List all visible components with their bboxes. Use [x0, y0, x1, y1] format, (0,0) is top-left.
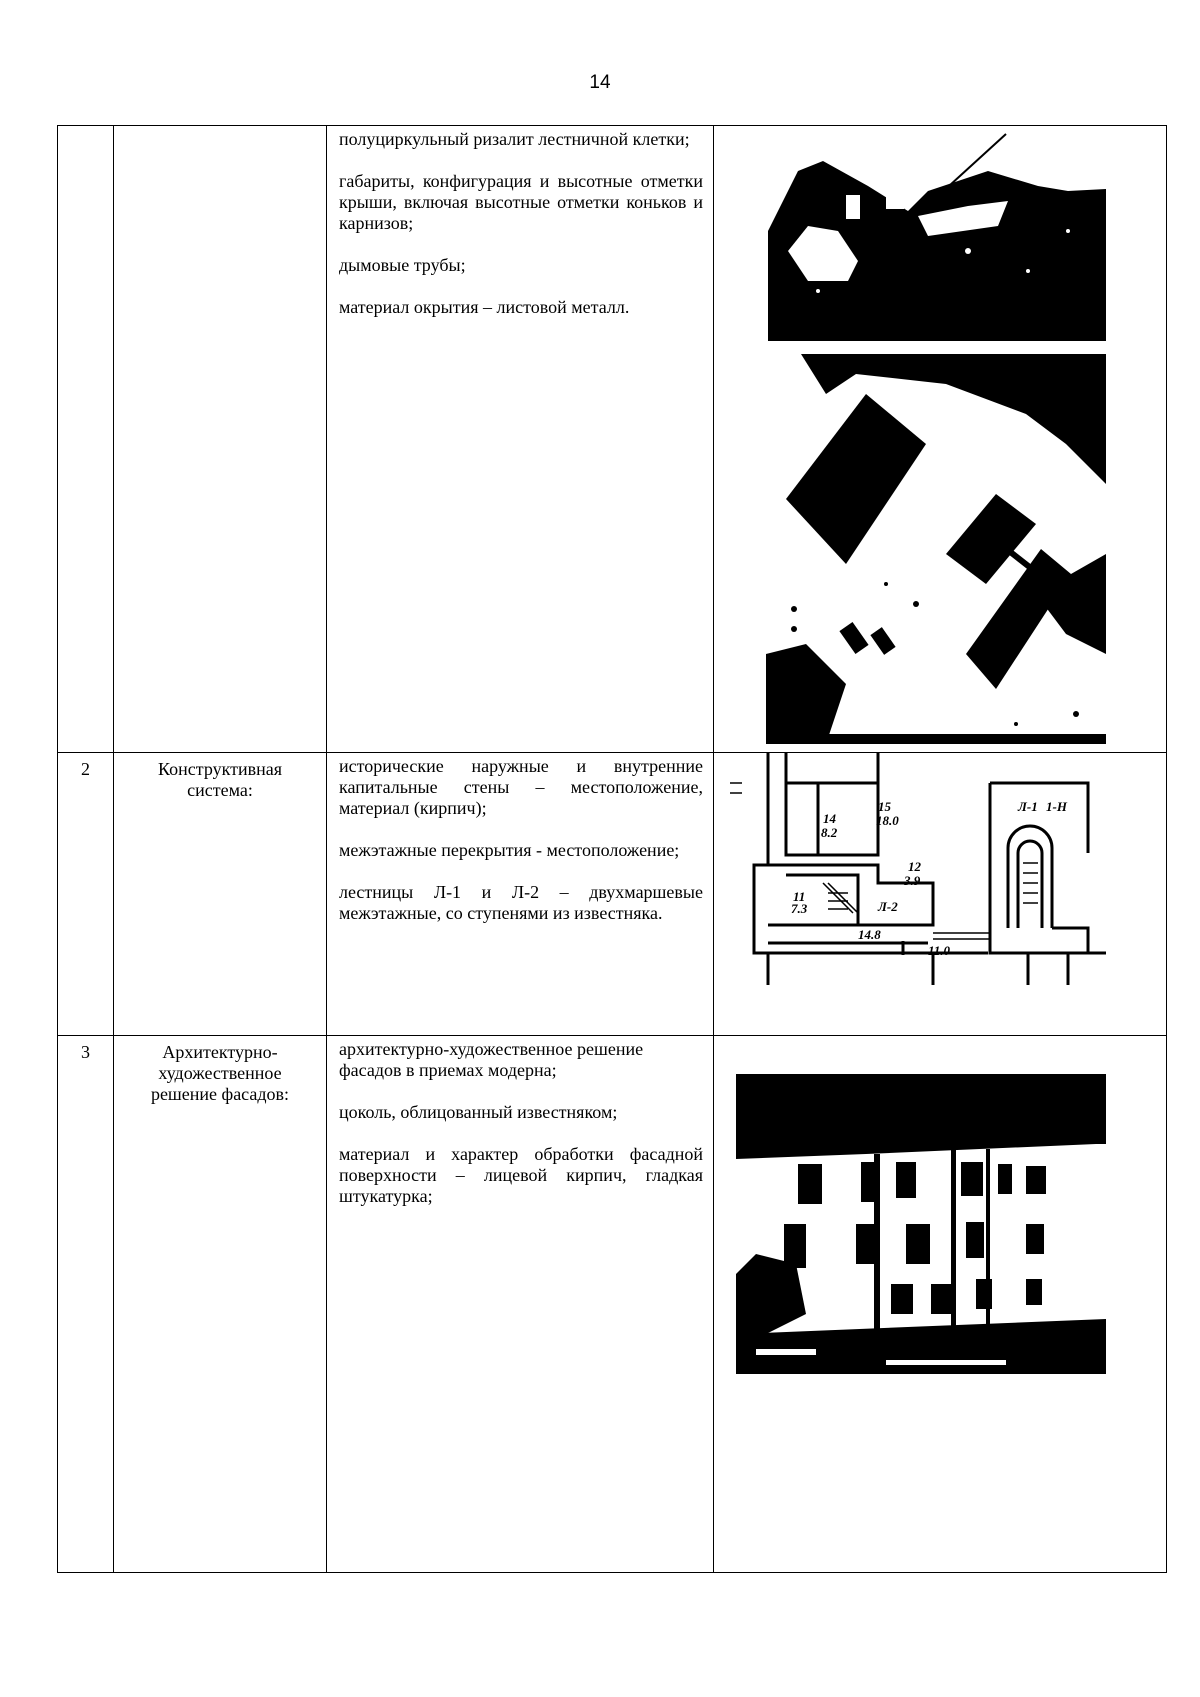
row-title: Конструктивная система: [114, 753, 327, 1036]
plan-label: 3.9 [904, 873, 921, 888]
table-row [58, 753, 1167, 1036]
row-images [714, 126, 1167, 753]
row-description [327, 1036, 714, 1573]
protected-features-table [57, 125, 1167, 1573]
plan-label: Л-2 [878, 899, 898, 914]
row-number: 2 [58, 753, 114, 1036]
description-paragraph: цоколь, облицованный известняком; [339, 1102, 618, 1122]
plan-label: 14 [823, 811, 836, 826]
row-description [327, 126, 714, 753]
table-row [58, 126, 1167, 753]
aerial-photo [766, 354, 1106, 744]
plan-label: Л-1 [1018, 799, 1038, 814]
floor-plan-drawing [728, 753, 1118, 985]
plan-label: 11 [793, 889, 806, 904]
row-images [714, 1036, 1167, 1573]
plan-label: 11.0 [928, 943, 951, 958]
row-images [714, 753, 1167, 1036]
roof-photo [768, 131, 1106, 341]
description-paragraph: лестницы Л-1 и Л-2 – двухмаршевые межэтажные, со ступенями из известняка. [339, 882, 703, 923]
description-paragraph: архитектурно-художественное решение фасадов в приемах модерна; [339, 1039, 644, 1080]
description-paragraph: габариты, конфигурация и высотные отметки крыши, включая высотные отметки коньков и карнизов; [339, 171, 703, 233]
plan-label: 14.8 [858, 927, 881, 942]
description-paragraph: исторические наружные и внутренние капитальные стены – местоположение, материал (кирпич); [339, 756, 703, 818]
facade-photo [736, 1074, 1106, 1374]
row-title: Архитектурно-художественное решение фасадов: [114, 1036, 327, 1573]
description-paragraph: материал окрытия – листовой металл. [339, 297, 630, 317]
plan-label: 1-Н [1046, 799, 1067, 814]
description-paragraph: межэтажные перекрытия - местоположение; [339, 840, 680, 860]
table-row [58, 1036, 1167, 1573]
description-paragraph: дымовые трубы; [339, 255, 466, 275]
description-paragraph: полуциркульный ризалит лестничной клетки; [339, 129, 690, 149]
plan-label: 7.3 [791, 901, 808, 916]
row-title [114, 126, 327, 753]
plan-label: 15 [878, 799, 891, 814]
row-number [58, 126, 114, 753]
plan-label: 12 [908, 859, 921, 874]
row-number: 3 [58, 1036, 114, 1573]
row-description [327, 753, 714, 1036]
description-paragraph: материал и характер обработки фасадной поверхности – лицевой кирпич, гладкая штукатурка; [339, 1144, 703, 1206]
page-number: 14 [589, 72, 611, 93]
plan-label: 8.2 [821, 825, 838, 840]
plan-label: 18.0 [876, 813, 899, 828]
